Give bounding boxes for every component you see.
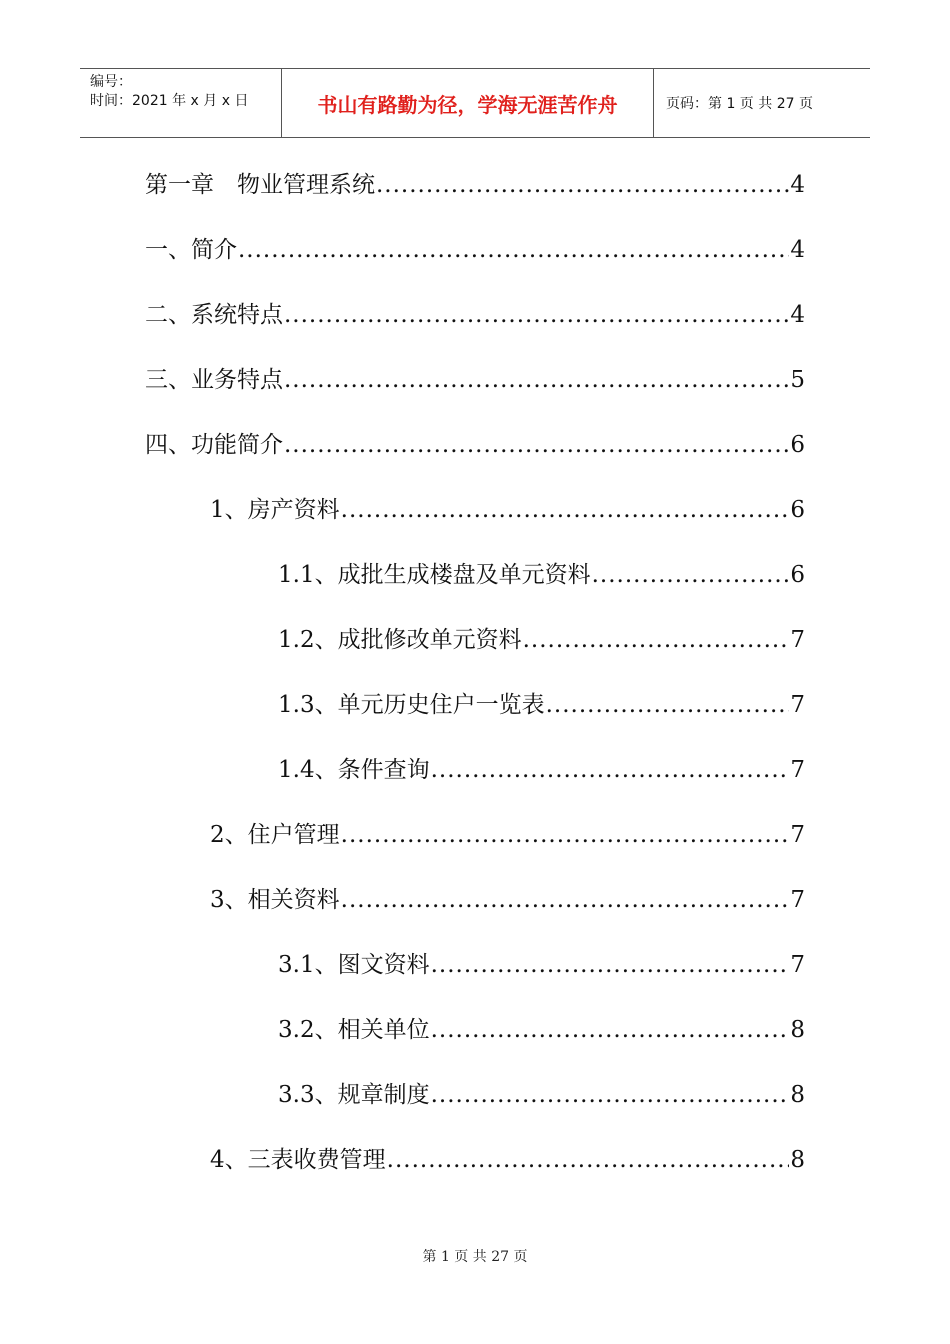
toc-title: 1、房产资料 — [210, 497, 340, 523]
toc-leader — [431, 750, 790, 790]
toc-leader — [284, 425, 789, 465]
toc-leader — [238, 230, 789, 270]
page-footer: 第 1 页 共 27 页 — [422, 1249, 528, 1265]
header-meta — [80, 69, 282, 137]
toc-page: 6 — [790, 497, 805, 523]
toc-leader — [431, 1075, 790, 1115]
toc-entry[interactable] — [278, 555, 805, 595]
toc-title: 四、功能简介 — [145, 432, 283, 458]
toc-page: 8 — [790, 1017, 805, 1043]
toc-page: 7 — [790, 692, 805, 718]
toc-entry[interactable] — [210, 1140, 805, 1180]
toc-entry[interactable] — [210, 815, 805, 855]
toc-title: 一、简介 — [145, 237, 237, 263]
toc-title: 3.3、规章制度 — [278, 1082, 430, 1108]
toc-entry[interactable] — [278, 750, 805, 790]
header-page-info: 页码：第 1 页 共 27 页 — [666, 96, 813, 112]
toc-page: 8 — [790, 1082, 805, 1108]
toc-entry[interactable] — [145, 425, 805, 465]
toc-entry[interactable] — [145, 295, 805, 335]
toc-leader — [592, 555, 790, 595]
toc-entry[interactable] — [278, 620, 805, 660]
toc-leader — [376, 165, 789, 205]
toc-page: 4 — [790, 302, 805, 328]
toc-entry[interactable] — [210, 490, 805, 530]
toc-leader — [284, 295, 789, 335]
toc-entry[interactable] — [278, 685, 805, 725]
toc-entry[interactable] — [278, 1010, 805, 1050]
toc-page: 7 — [790, 822, 805, 848]
toc-entry[interactable] — [278, 945, 805, 985]
time-label: 时间：2021 年 x 月 x 日 — [90, 93, 249, 109]
toc-title: 1.4、条件查询 — [278, 757, 430, 783]
toc-leader — [387, 1140, 790, 1180]
toc-leader — [341, 490, 790, 530]
toc-entry[interactable] — [145, 230, 805, 270]
toc-leader — [284, 360, 789, 400]
toc-page: 7 — [790, 627, 805, 653]
toc-title: 3.1、图文资料 — [278, 952, 430, 978]
header-motto: 书山有路勤为径，学海无涯苦作舟 — [282, 69, 654, 137]
toc-leader — [546, 685, 790, 725]
toc-title: 1.2、成批修改单元资料 — [278, 627, 522, 653]
toc-page: 4 — [790, 237, 805, 263]
toc-title: 第一章 物业管理系统 — [145, 172, 375, 198]
toc-page: 7 — [790, 757, 805, 783]
toc-title: 3.2、相关单位 — [278, 1017, 430, 1043]
toc-page: 6 — [790, 432, 805, 458]
number-label: 编号： — [90, 74, 132, 90]
toc-leader — [341, 815, 790, 855]
toc-page: 7 — [790, 887, 805, 913]
toc-page: 5 — [790, 367, 805, 393]
toc-title: 三、业务特点 — [145, 367, 283, 393]
toc-title: 二、系统特点 — [145, 302, 283, 328]
toc-page: 6 — [790, 562, 805, 588]
toc-entry[interactable] — [145, 165, 805, 205]
toc-page: 7 — [790, 952, 805, 978]
toc-page: 4 — [790, 172, 805, 198]
toc-title: 1.3、单元历史住户一览表 — [278, 692, 545, 718]
toc-page: 8 — [790, 1147, 805, 1173]
toc-title: 1.1、成批生成楼盘及单元资料 — [278, 562, 591, 588]
toc-entry[interactable] — [145, 360, 805, 400]
toc-title: 4、三表收费管理 — [210, 1147, 386, 1173]
page-header — [80, 68, 870, 138]
toc-leader — [431, 945, 790, 985]
toc-title: 3、相关资料 — [210, 887, 340, 913]
toc-leader — [431, 1010, 790, 1050]
toc-leader — [341, 880, 790, 920]
toc-title: 2、住户管理 — [210, 822, 340, 848]
toc-leader — [523, 620, 790, 660]
toc-entry[interactable] — [210, 880, 805, 920]
toc-entry[interactable] — [278, 1075, 805, 1115]
